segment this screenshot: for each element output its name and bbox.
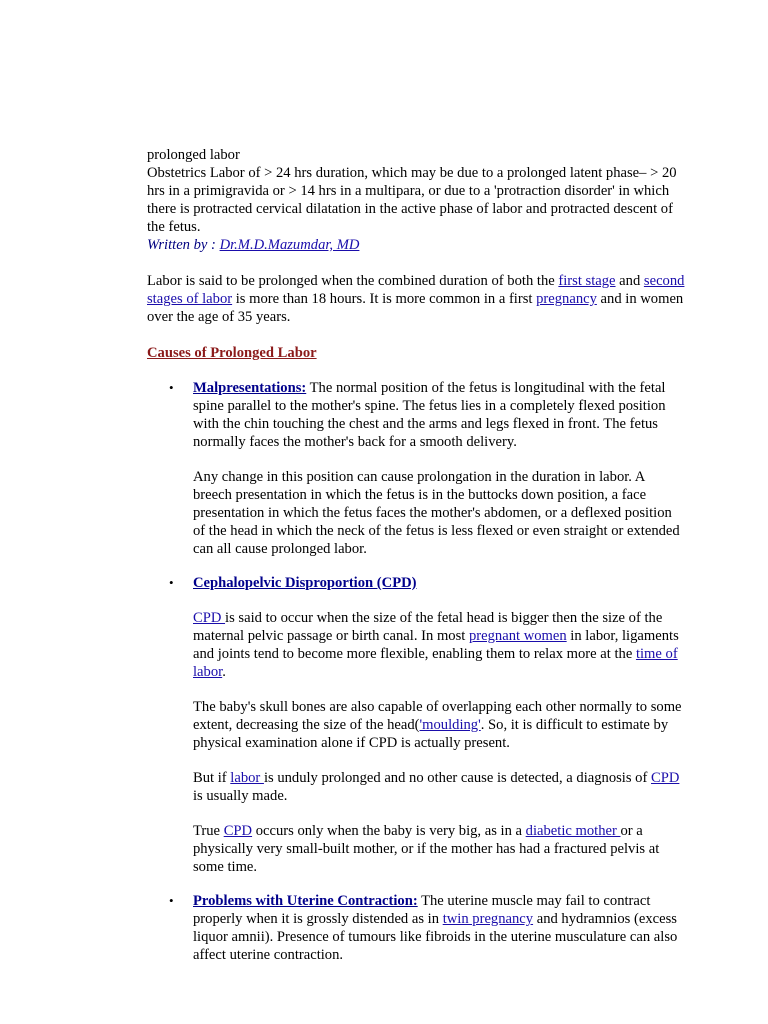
first-stage-link[interactable]: first stage [558,273,616,289]
overview-text-3: is more than 18 hours. It is more common in a first [232,291,537,307]
malpresentations-text: The normal position of the fetus is longitudinal with the fetal spine parallel to the mother's spine. The fetus lies in a completely flexed position with the chin touching the chest and the arms and legs flexed in front. The fetus normally faces the mother's back for a smooth delivery. [193,380,666,450]
labor-link[interactable]: labor [230,770,264,786]
uterine-text-1: The uterine muscle may fail to contract properly when it is grossly distended as in [193,893,651,927]
cpd-p2-text-1: The baby's skull bones are also capable of overlapping each other normally to some extent, decreasing the size of the head( [193,699,682,733]
time-of-labor-link[interactable]: time of labor [193,646,678,680]
bullet-icon: • [169,893,174,908]
written-by-label: Written by : [147,237,220,253]
cpd-p3-text-2: is unduly prolonged and no other cause is detected, a diagnosis of [263,770,651,786]
cpd-paragraph-4 [193,822,687,876]
malpresentations-paragraph-2: Any change in this position can cause prolongation in the duration in labor. A breech presentation in which the fetus is in the buttocks down position, a face presentation in which the fetus faces the mother's abdomen, or a deflexed position of the head in which the neck of the fetus is less flexed or even straight or extended can all cause prolonged labor. [193,469,680,557]
overview-text-2: and [615,273,644,289]
cpd-p3-text-1: But if [193,770,231,786]
twin-pregnancy-link[interactable]: twin pregnancy [442,911,534,927]
cpd-p4-text-2: occurs only when the baby is very big, as in a [252,823,526,839]
overview-text-1: Labor is said to be prolonged when the combined duration of both the [147,273,559,289]
causes-list [147,379,687,964]
byline [147,236,687,254]
definition-text: Obstetrics Labor of > 24 hrs duration, which may be due to a prolonged latent phase– > 20 hrs in a primigravida or > 14 hrs in a multipara, or due to a 'protraction disorder' in which there is protracted cervical dilatation in the active phase of labor and protracted descent of the fetus. [147,165,677,235]
cpd-paragraph-3 [193,769,687,805]
cpd-p1-text-2: in labor, ligaments and joints tend to become more flexible, enabling them to relax more at the [193,628,679,662]
cpd-title: Cephalopelvic Disproportion (CPD) [193,575,417,591]
cpd-link-3[interactable]: CPD [223,823,253,839]
cpd-p1-text-1: is said to occur when the size of the fetal head is bigger then the size of the maternal pelvic passage or birth canal. In most [193,610,663,644]
uterine-paragraph [193,892,687,964]
cpd-link-2[interactable]: CPD [651,770,680,786]
cpd-p4-text-1: True [193,823,224,839]
cpd-p4-text-3: or a physically very small-built mother, or if the mother has had a fractured pelvis at some time. [193,823,660,875]
article [147,146,687,980]
diabetic-mother-link[interactable]: diabetic mother [525,823,621,839]
cpd-paragraph-2 [193,698,687,752]
cpd-title-line [193,574,687,592]
list-item-cpd [147,574,687,876]
section-heading: Causes of Prolonged Labor [147,345,317,361]
second-stages-link[interactable]: second stages of labor [147,273,685,307]
cpd-paragraph-1 [193,609,687,681]
overview-paragraph [147,272,687,326]
cpd-link[interactable]: CPD [193,610,226,626]
pregnancy-link[interactable]: pregnancy [536,291,597,307]
list-item-uterine [147,892,687,964]
bullet-icon: • [169,575,174,590]
page-title: prolonged labor [147,147,240,163]
cpd-p3-text-3: is usually made. [193,788,288,804]
bullet-icon: • [169,380,174,395]
cpd-p2-text-2: . So, it is difficult to estimate by physical examination alone if CPD is actually present. [193,717,669,751]
malpresentations-title: Malpresentations: [193,380,307,396]
list-item-malpresentations [147,379,687,558]
malpresentations-paragraph [193,379,687,451]
pregnant-women-link[interactable]: pregnant women [468,628,567,644]
cpd-p1-text-3: . [222,664,226,680]
intro-block [147,146,687,254]
moulding-link[interactable]: 'moulding' [419,717,481,733]
uterine-text-2: and hydramnios (excess liquor amnii). Presence of tumours like fibroids in the uterine musculature can also affect uterine contraction. [193,911,678,963]
author-link[interactable]: Dr.M.D.Mazumdar, MD [219,237,360,253]
overview-text-4: and in women over the age of 35 years. [147,291,684,325]
uterine-title: Problems with Uterine Contraction: [193,893,418,909]
